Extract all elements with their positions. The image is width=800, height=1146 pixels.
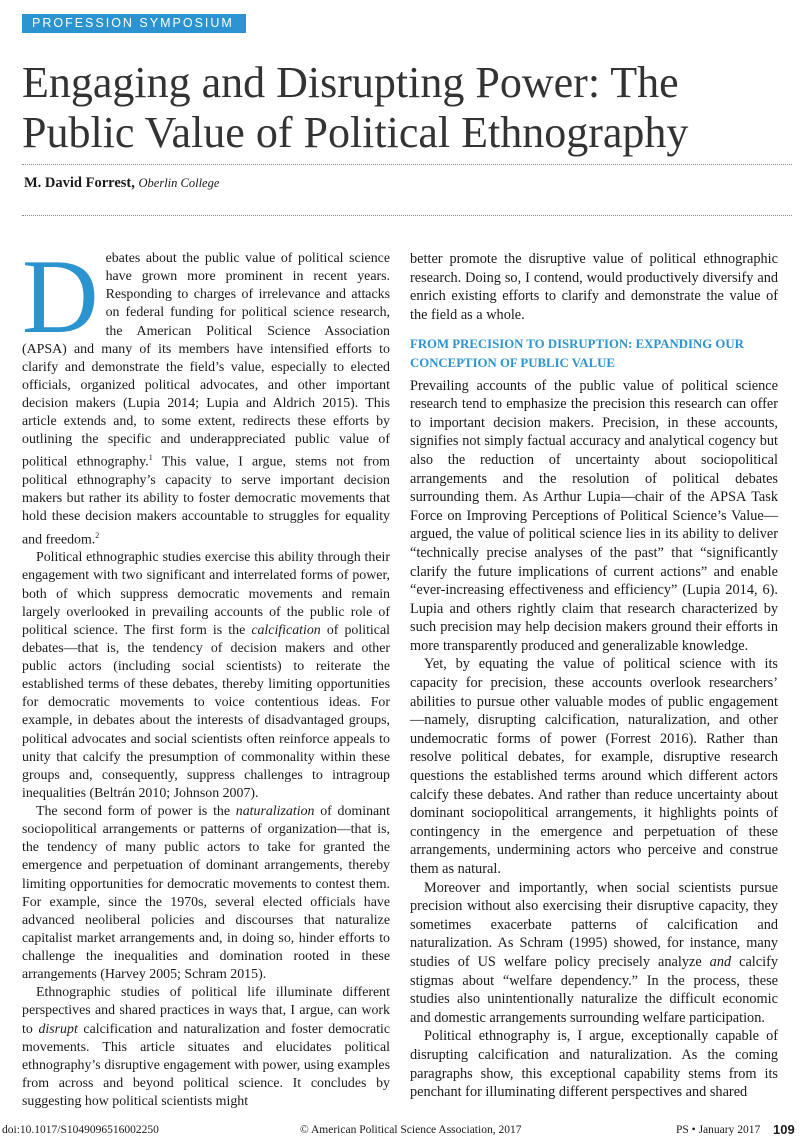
paragraph-text: Moreover and importantly, when social scientists pursue precision without also exercising their disruptive capacity, they sometimes exacerbate patterns of calcification and naturalization. As Schram (1995) showed, for instance, many studies of US welfare policy precisely analyze: [410, 879, 778, 970]
paragraph-text: The second form of power is the: [36, 804, 236, 819]
author-name: M. David Forrest,: [24, 175, 135, 191]
paragraph-text: of political debates—that is, the tendency of decision makers and other public actors (including social scientists) to reiterate the established terms of these debates, thereby limiting opportunities for democratic movements to voice contentious ideas. For example, in debates about the interests of disadvantaged groups, political advocates and social scientists often reinforce appeals to unity that calcify the presumption of commonality within these groups and, consequently, suppress challenges to intragroup inequalities (Beltrán 2010; Johnson 2007).: [22, 622, 390, 801]
author-divider: [22, 215, 792, 216]
emphasis: and: [709, 953, 732, 970]
section-heading: FROM PRECISION TO DISRUPTION: EXPANDING OUR CONCEPTION OF PUBLIC VALUE: [410, 337, 744, 370]
paragraph-text: calcify stigmas about “welfare dependency.” In the process, these studies also unintentionally naturalize the difficult economic and domestic arrangements surrounding welfare participation.: [410, 953, 779, 1026]
paragraph: [22, 238, 390, 549]
paragraph: [22, 984, 390, 1111]
paragraph-text: ebates about the public value of political science have grown more prominent in recent years. Responding to charges of irrelevance and attacks on federal funding for political science research, the American Political Science Association (APSA) and many of its members have intensified efforts to clarify and demonstrate the field’s value, especially to elected officials, organized political advocates, and other important decision makers (Lupia 2014; Lupia and Aldrich 2015). This article extends and, to some extent, redirects these efforts by outlining the specific and underappreciated public value of political ethnography.: [22, 251, 390, 470]
right-column: [410, 250, 778, 1102]
author-line: [24, 175, 219, 192]
paragraph-text: Political ethnographic studies exercise this ability through their engagement with two significant and interrelated forms of power, both of which suppress democratic movements and remain largely overlooked in prevailing accounts of the public role of political science. The first form is the: [22, 550, 390, 638]
paragraph-text: Ethnographic studies of political life illuminate different perspectives and shared practices in ways that, I argue, can work to: [22, 985, 390, 1037]
paragraph: [22, 549, 390, 803]
paragraph: [22, 803, 390, 984]
paragraph: better promote the disruptive value of political ethnographic research. Doing so, I contend, would productively diversify and enrich existing efforts to clarify and demonstrate the value of the field as a whole.: [410, 251, 778, 323]
footnote-marker[interactable]: 2: [95, 530, 100, 540]
page-footer: [0, 1120, 800, 1140]
doi-link[interactable]: doi:10.1017/S1049096516002250: [2, 1124, 159, 1136]
paragraph-text: of dominant sociopolitical arrangements or patterns of organization—that is, the tendency of many public actors to take for granted the emergence and perpetuation of dominant arrangements, thereby limiting opportunities for democratic movements to contest them. For example, since the 1970s, several elected officials have advanced neoliberal policies and discourses that naturalize capitalist market arrangements and, in doing so, hinder efforts to challenge the inequalities and domination rooted in these arrangements (Harvey 2005; Schram 2015).: [22, 804, 390, 983]
article-title: Engaging and Disrupting Power: The Public Value of Political Ethnography: [22, 58, 689, 157]
drop-cap: D: [22, 238, 99, 355]
emphasis: naturalization: [235, 804, 315, 819]
paragraph-text: This value, I argue, stems not from political ethnography’s capacity to serve important decision makers but rather its ability to foster democratic movements that hold these decision makers accountable to struggles for equality and freedom.: [22, 455, 390, 548]
title-divider: [22, 164, 792, 165]
footnote-marker[interactable]: 1: [148, 453, 153, 463]
paragraph: [410, 879, 778, 1028]
paragraph: Political ethnography is, I argue, exceptionally capable of disrupting calcification and naturalization. As the coming paragraphs show, this exceptional capability stems from its penchant for illuminating different perspectives and shared: [410, 1028, 778, 1101]
issue-info: PS • January 2017: [676, 1124, 761, 1136]
paragraph: Yet, by equating the value of political science with its capacity for precision, these accounts overlook researchers’ abilities to pursue other valuable modes of public engagement—namely, disrupting calcification, naturalization, and other undemocratic forms of power (Forrest 2016). Rather than resolve political debates, for example, disruptive research questions the established terms around which different actors calcify these debates. And rather than reduce uncertainty about dominant sociopolitical arrangements, it highlights points of contingency in the emergence and perpetuation of these arrangements, undermining actors who perceive and construe them as natural.: [410, 656, 778, 877]
paragraph: Prevailing accounts of the public value of political science research tend to emphasize the precision this research can offer to important decision makers. Precision, in these accounts, signifies not simply factual accuracy and analytical cogency but also the reduction of uncertainty about sociopolitical arrangements and the resolution of political debates surrounding them. As Arthur Lupia—chair of the APSA Task Force on Improving Perceptions of Political Science’s Value—argued, the value of political science lies in its ability to deliver “technically precise analyses of the past” that “significantly clarify the future implications of current actions” and enable “ever-increasing effectiveness and efficiency” (Lupia 2014, 6). Lupia and others rightly claim that research characterized by such precision may help decision makers ground their efforts in more transparently produced and generalizable knowledge.: [410, 377, 778, 654]
paragraph-text: calcification and naturalization and foster democratic movements. This article situates and elucidates political ethnography’s disruptive engagement with power, using examples from across and beyond political science. It concludes by suggesting how political scientists might: [22, 1021, 391, 1109]
section-banner: PROFESSION SYMPOSIUM: [22, 14, 246, 33]
author-affiliation: Oberlin College: [138, 176, 220, 190]
emphasis: disrupt: [38, 1021, 78, 1037]
copyright: © American Political Science Association, 2017: [300, 1124, 522, 1136]
page-number: 109: [773, 1122, 795, 1137]
emphasis: calcification: [251, 622, 321, 638]
left-column: [22, 238, 391, 1111]
